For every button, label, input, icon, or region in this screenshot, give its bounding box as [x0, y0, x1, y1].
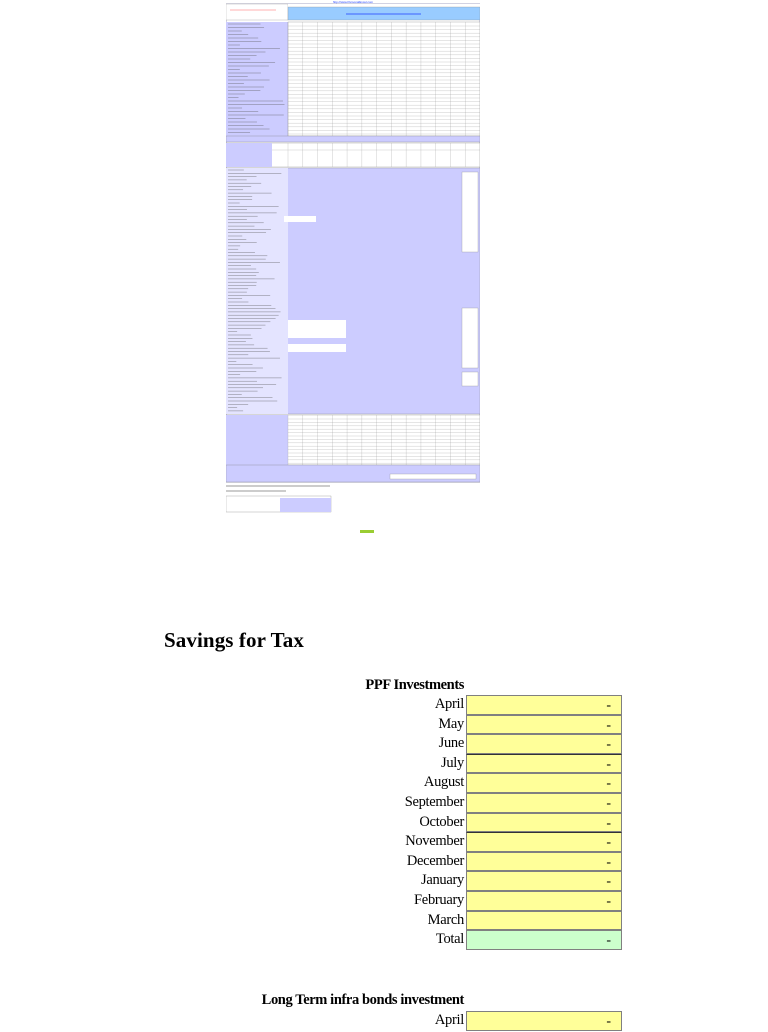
ppf-total-label: Total	[435, 931, 464, 948]
ppf-amount-cell[interactable]: -	[466, 832, 622, 852]
ppf-total-cell: -	[466, 930, 622, 950]
ppf-month-label: February	[414, 892, 464, 908]
ppf-month-label: July	[441, 754, 464, 771]
ppf-amount-cell[interactable]: -	[466, 773, 622, 793]
ppf-amount-cell[interactable]: -	[466, 754, 622, 774]
section-title: Savings for Tax	[164, 628, 304, 652]
thumbnail-marker	[360, 530, 374, 533]
ppf-month-label: September	[404, 794, 464, 810]
ppf-amount-cell[interactable]: -	[466, 715, 622, 735]
ppf-amount-cell[interactable]: -	[466, 695, 622, 715]
ppf-amount-cell[interactable]: -	[466, 734, 622, 754]
ppf-month-label: January	[421, 872, 464, 889]
infra-amount-cell[interactable]: -	[466, 1011, 622, 1031]
ppf-month-label: November	[405, 833, 464, 850]
ppf-month-label: May	[438, 715, 464, 732]
ppf-month-label: August	[423, 774, 464, 791]
ppf-month-label: December	[406, 852, 464, 869]
ppf-amount-cell[interactable]: -	[466, 891, 622, 911]
ppf-month-label: March	[427, 911, 464, 928]
ppf-month-label: October	[419, 813, 464, 830]
sheet-thumbnail	[226, 0, 480, 514]
ppf-month-label: April	[434, 696, 464, 712]
infra-block-title: Long Term infra bonds investment	[261, 992, 464, 1008]
ppf-amount-cell[interactable]: -	[466, 852, 622, 872]
infra-month-label: April	[434, 1012, 464, 1028]
ppf-amount-cell[interactable]: -	[466, 813, 622, 833]
ppf-amount-cell[interactable]	[466, 911, 622, 931]
ppf-month-label: June	[438, 735, 464, 752]
ppf-block-title: PPF Investments	[365, 677, 464, 693]
thumbnail-url-text: http://www.PersonalExcel.com	[332, 0, 374, 4]
thumbnail-sheet-drawing	[226, 0, 480, 514]
ppf-amount-cell[interactable]: -	[466, 871, 622, 891]
ppf-amount-cell[interactable]: -	[466, 793, 622, 813]
